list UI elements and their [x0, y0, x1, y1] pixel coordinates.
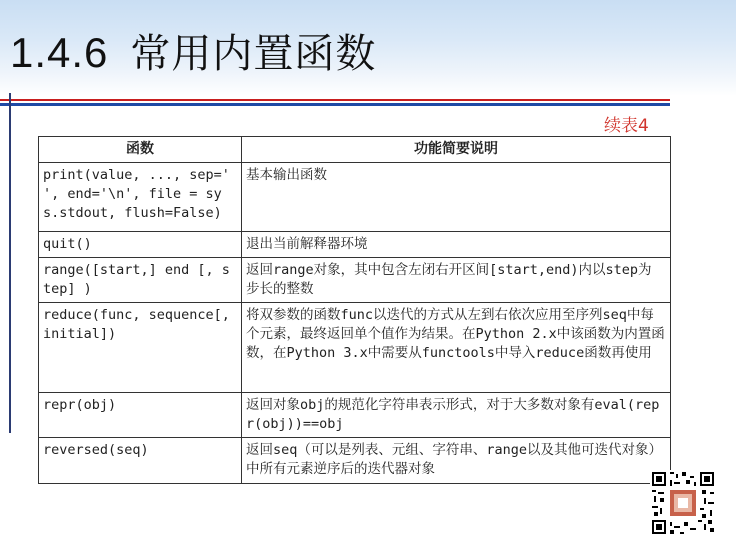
- function-cell: repr(obj): [39, 393, 242, 438]
- divider-blue: [0, 103, 670, 106]
- table-row: [39, 258, 671, 303]
- title-text: 常用内置函数: [130, 31, 377, 77]
- table-row: [39, 232, 671, 258]
- function-cell: print(value, ..., sep=' ', end='\n', file = sys.stdout, flush=False): [39, 163, 242, 232]
- description-cell: 将双参数的函数func以迭代的方式从左到右依次应用至序列seq中每个元素，最终返回单个值作为结果。在Python 2.x中该函数为内置函数，在Python 3.x中需要从functools中导入reduce函数再使用: [242, 303, 671, 393]
- slide-title: [10, 22, 376, 79]
- function-cell: reversed(seq): [39, 438, 242, 484]
- description-cell: 基本输出函数: [242, 163, 671, 232]
- description-cell: 退出当前解释器环境: [242, 232, 671, 258]
- table-row: [39, 393, 671, 438]
- table-row: [39, 163, 671, 232]
- left-accent-bar: [9, 93, 11, 433]
- description-cell: 返回对象obj的规范化字符串表示形式，对于大多数对象有eval(repr(obj))==obj: [242, 393, 671, 438]
- function-cell: range([start,] end [, step] ): [39, 258, 242, 303]
- description-cell: 返回seq（可以是列表、元组、字符串、range以及其他可迭代对象）中所有元素逆序后的迭代器对象: [242, 438, 671, 484]
- description-cell: 返回range对象，其中包含左闭右开区间[start,end)内以step为步长的整数: [242, 258, 671, 303]
- table-row: [39, 303, 671, 393]
- function-cell: quit(): [39, 232, 242, 258]
- table-row: [39, 438, 671, 484]
- function-cell: reduce(func, sequence[, initial]): [39, 303, 242, 393]
- continued-label: 续表4: [604, 116, 649, 136]
- table-header-row: [39, 137, 671, 163]
- divider-red: [0, 99, 670, 101]
- qr-code-icon: [650, 470, 716, 536]
- functions-table: [38, 136, 671, 484]
- section-number: 1.4.6: [10, 29, 109, 76]
- header-description: 功能简要说明: [242, 137, 671, 163]
- header-function: 函数: [39, 137, 242, 163]
